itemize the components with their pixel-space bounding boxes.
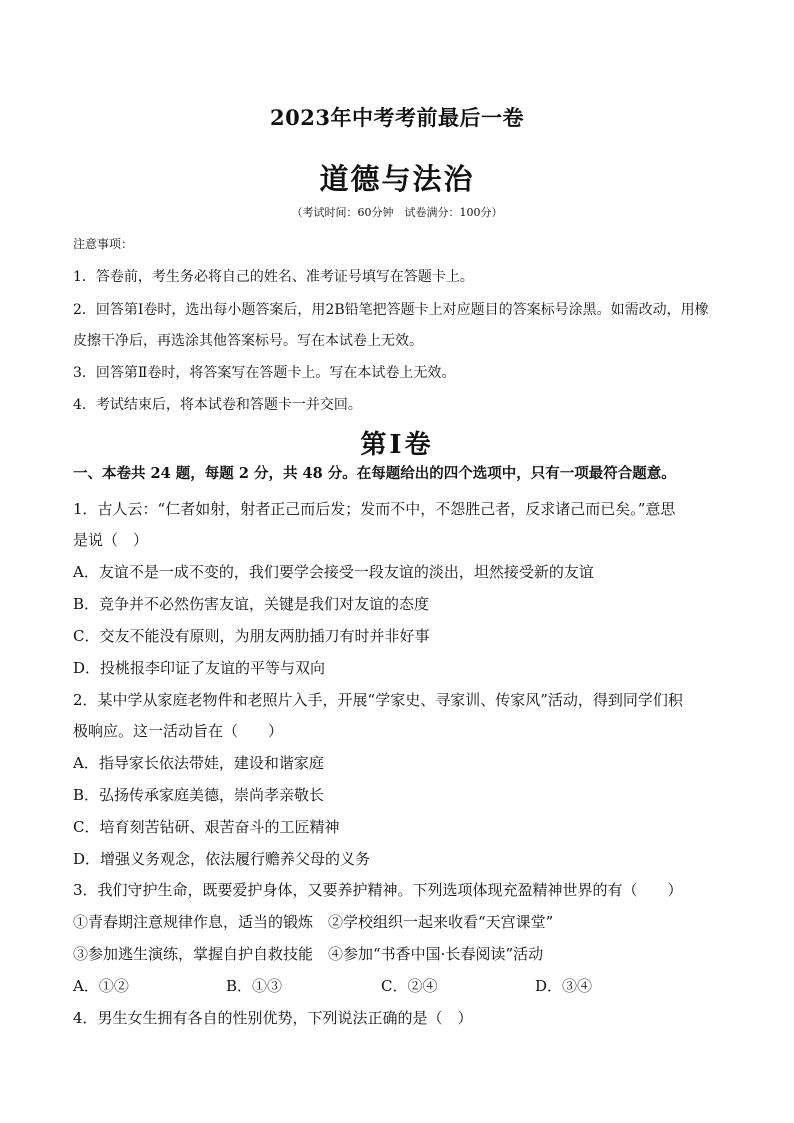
question-1-option-b: B．竞争并不必然伤害友谊，关键是我们对友谊的态度 [73, 595, 430, 613]
note-item: 3．回答第Ⅱ卷时，将答案写在答题卡上。写在本试卷上无效。 [73, 365, 456, 381]
question-2-option-c: C．培育刻苦钻研、艰苦奋斗的工匠精神 [73, 818, 340, 836]
exam-info: （考试时间：60分钟 试卷满分：100分） [291, 206, 503, 219]
exam-title: 2023年中考考前最后一卷 [270, 105, 524, 130]
section-title: 第Ⅰ卷 [360, 430, 434, 460]
question-1-text: 是说（ ） [73, 531, 149, 549]
question-1-option-c: C．交友不能没有原则，为朋友两肋插刀有时并非好事 [73, 627, 430, 645]
question-2-option-b: B．弘扬传承家庭美德，崇尚孝亲敬长 [73, 786, 325, 804]
question-3-option-b: B．①③ [226, 977, 283, 995]
question-3-statement: ③参加逃生演练，掌握自护自救技能 ④参加“书香中国·长春阅读”活动 [73, 945, 544, 963]
question-3-option-d: D．③④ [535, 977, 593, 995]
note-item: 2．回答第Ⅰ卷时，选出每小题答案后，用2B铅笔把答题卡上对应题目的答案标号涂黑。如需改动，用橡 [73, 302, 709, 318]
question-4-text: 4．男生女生拥有各自的性别优势，下列说法正确的是（ ） [73, 1009, 473, 1027]
note-item: 4．考试结束后，将本试卷和答题卡一并交回。 [73, 397, 362, 413]
question-1-option-d: D．投桃报李印证了友谊的平等与双向 [73, 659, 326, 677]
section-instruction: 一、本卷共 24 题，每题 2 分，共 48 分。在每题给出的四个选项中，只有一项最符合题意。 [73, 465, 676, 482]
note-item: 皮擦干净后，再选涂其他答案标号。写在本试卷上无效。 [73, 333, 423, 349]
question-1-text: 1．古人云：“仁者如射，射者正己而后发；发而不中，不怨胜己者，反求诸己而已矣。”意思 [73, 500, 676, 518]
notes-heading: 注意事项： [73, 237, 134, 251]
question-2-text: 极响应。这一活动旨在（ ） [73, 722, 284, 740]
question-3-option-c: C．②④ [381, 977, 438, 995]
question-2-text: 2．某中学从家庭老物件和老照片入手，开展“学家史、寻家训、传家风”活动，得到同学们积 [73, 691, 683, 709]
note-item: 1．答卷前，考生务必将自己的姓名、准考证号填写在答题卡上。 [73, 269, 474, 285]
subject-title: 道德与法治 [319, 162, 475, 196]
question-2-option-d: D．增强义务观念，依法履行赡养父母的义务 [73, 850, 371, 868]
question-2-option-a: A．指导家长依法带娃，建设和谐家庭 [73, 754, 324, 772]
question-1-option-a: A．友谊不是一成不变的，我们要学会接受一段友谊的淡出，坦然接受新的友谊 [73, 563, 594, 581]
question-3-option-a: A．①② [73, 977, 129, 995]
question-3-statement: ①青春期注意规律作息，适当的锻炼 ②学校组织一起来收看“天宫课堂” [73, 913, 554, 931]
question-3-text: 3．我们守护生命，既要爱护身体，又要养护精神。下列选项体现充盈精神世界的有（ ） [73, 881, 683, 899]
